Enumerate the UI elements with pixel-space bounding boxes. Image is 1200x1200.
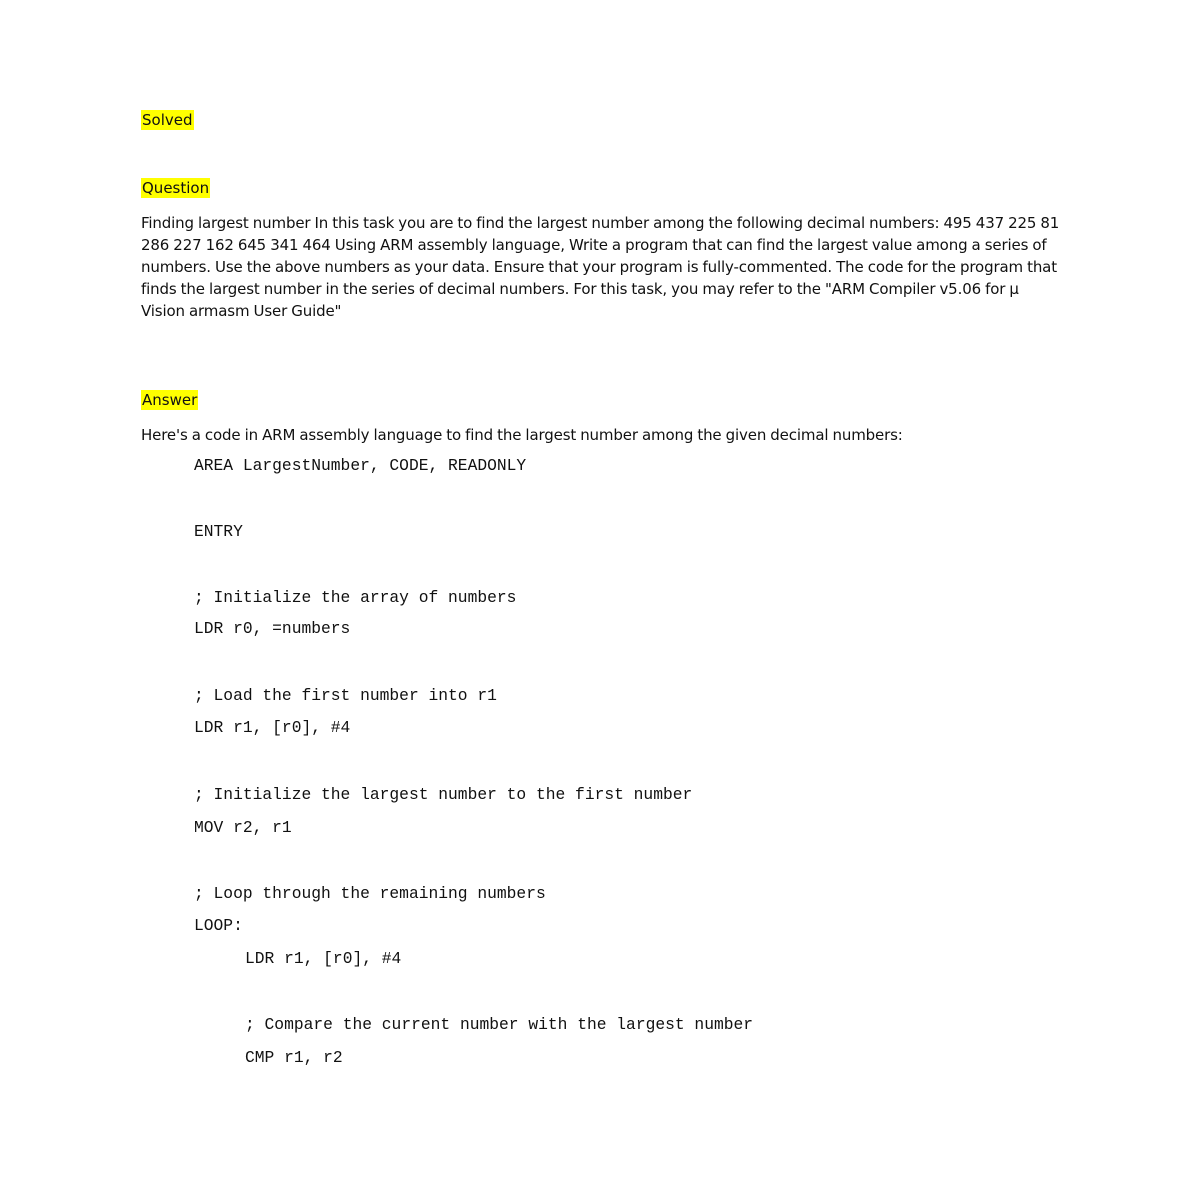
code-comment-init-largest: ; Initialize the largest number to the first number xyxy=(194,785,693,804)
code-line-ldr-r1: LDR r1, [r0], #4 xyxy=(194,718,351,737)
code-line-loop-label: LOOP: xyxy=(194,916,243,935)
answer-heading: Answer xyxy=(142,391,198,409)
code-line-cmp: CMP r1, r2 xyxy=(245,1048,343,1067)
code-comment-loop: ; Loop through the remaining numbers xyxy=(194,884,546,903)
code-line-ldr-r0: LDR r0, =numbers xyxy=(194,619,351,638)
code-comment-init-array: ; Initialize the array of numbers xyxy=(194,588,517,607)
code-comment-compare: ; Compare the current number with the largest number xyxy=(245,1015,754,1034)
code-line-area: AREA LargestNumber, CODE, READONLY xyxy=(194,456,527,475)
code-line-mov: MOV r2, r1 xyxy=(194,818,292,837)
question-text: Finding largest number In this task you are to find the largest number among the following decimal numbers: 495 437 225 81 286 227 162 645 341 464 Using ARM assembly language, Write a program that can find the largest value among a series of numbers. Use the above numbers as your data. Ensure that your program is fully-commented. The code for the program that finds the largest number in the series of decimal numbers. For this task, you may refer to the "ARM Compiler v5.06 for µ Vision armasm User Guide" xyxy=(141,214,1060,320)
code-line-loop-ldr: LDR r1, [r0], #4 xyxy=(245,949,402,968)
code-comment-load-first: ; Load the first number into r1 xyxy=(194,686,497,705)
answer-intro: Here's a code in ARM assembly language to find the largest number among the given decimal numbers: xyxy=(141,426,903,444)
code-line-entry: ENTRY xyxy=(194,522,243,541)
solved-heading: Solved xyxy=(142,111,193,129)
question-heading: Question xyxy=(142,179,210,197)
